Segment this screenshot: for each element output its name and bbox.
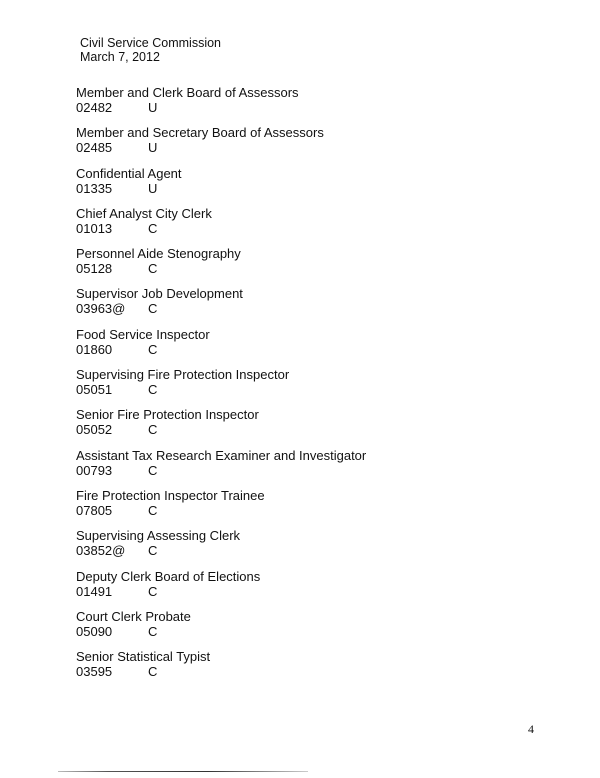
position-title: Confidential Agent (76, 165, 182, 181)
position-code: 05052 (76, 422, 113, 438)
position-entry (76, 246, 556, 286)
position-entry (76, 125, 556, 165)
position-entry (76, 569, 556, 609)
position-code: 01335 (76, 180, 113, 196)
position-title: Supervising Fire Protection Inspector (76, 367, 290, 383)
position-status: C (148, 422, 158, 438)
position-code-line (76, 422, 556, 437)
position-title: Court Clerk Probate (76, 608, 191, 624)
position-code-line (76, 301, 556, 316)
position-code: 05128 (76, 261, 113, 277)
position-code-line (76, 463, 556, 478)
position-entry (76, 528, 556, 568)
position-title: Supervising Assessing Clerk (76, 528, 241, 544)
position-entry (76, 85, 556, 125)
position-title: Food Service Inspector (76, 326, 210, 342)
position-list (76, 85, 556, 689)
position-status: C (148, 623, 158, 639)
position-title: Chief Analyst City Clerk (76, 205, 212, 221)
position-code: 00793 (76, 462, 113, 478)
position-code-line (76, 100, 556, 115)
position-status: C (148, 382, 158, 398)
position-entry (76, 327, 556, 367)
position-title: Supervisor Job Development (76, 286, 243, 302)
position-code-line (76, 221, 556, 236)
position-entry (76, 367, 556, 407)
position-code-line (76, 543, 556, 558)
position-code: 07805 (76, 502, 113, 518)
position-entry (76, 488, 556, 528)
position-title: Personnel Aide Stenography (76, 246, 241, 262)
position-entry (76, 609, 556, 649)
position-title: Member and Secretary Board of Assessors (76, 125, 324, 141)
position-code: 03852@ (76, 543, 126, 559)
position-code: 03963@ (76, 301, 126, 317)
position-code-line (76, 342, 556, 357)
position-code: 03595 (76, 664, 113, 680)
position-title: Deputy Clerk Board of Elections (76, 568, 261, 584)
position-code: 05051 (76, 382, 113, 398)
position-status: C (148, 220, 158, 236)
position-code: 05090 (76, 623, 113, 639)
position-code: 01860 (76, 341, 113, 357)
position-title: Fire Protection Inspector Trainee (76, 487, 265, 503)
position-code: 02485 (76, 140, 113, 156)
position-status: C (148, 301, 158, 317)
position-status: C (148, 462, 158, 478)
position-code-line (76, 664, 556, 679)
position-code-line (76, 584, 556, 599)
position-status: C (148, 543, 158, 559)
position-entry (76, 286, 556, 326)
position-code-line (76, 261, 556, 276)
page-number: 4 (528, 722, 534, 736)
position-status: U (148, 100, 158, 115)
position-status: C (148, 664, 158, 680)
position-entry (76, 448, 556, 488)
position-code: 01013 (76, 220, 113, 236)
position-entry (76, 649, 556, 689)
position-status: C (148, 583, 158, 599)
scan-edge-line (58, 771, 308, 772)
position-code: 01491 (76, 583, 113, 599)
position-status: U (148, 140, 158, 156)
position-entry (76, 206, 556, 246)
position-title: Assistant Tax Research Examiner and Investigator (76, 447, 367, 463)
position-code-line (76, 624, 556, 639)
position-status: C (148, 261, 158, 277)
document-header (80, 36, 221, 64)
document-date: March 7, 2012 (80, 50, 160, 64)
position-code-line (76, 140, 556, 155)
organization-name: Civil Service Commission (80, 36, 221, 50)
position-code-line (76, 181, 556, 196)
position-status: U (148, 180, 158, 196)
position-title: Member and Clerk Board of Assessors (76, 85, 299, 100)
position-code-line (76, 382, 556, 397)
position-entry (76, 407, 556, 447)
position-status: C (148, 502, 158, 518)
position-title: Senior Fire Protection Inspector (76, 407, 259, 423)
position-code: 02482 (76, 100, 113, 115)
position-entry (76, 166, 556, 206)
position-status: C (148, 341, 158, 357)
position-code-line (76, 503, 556, 518)
position-title: Senior Statistical Typist (76, 649, 211, 665)
